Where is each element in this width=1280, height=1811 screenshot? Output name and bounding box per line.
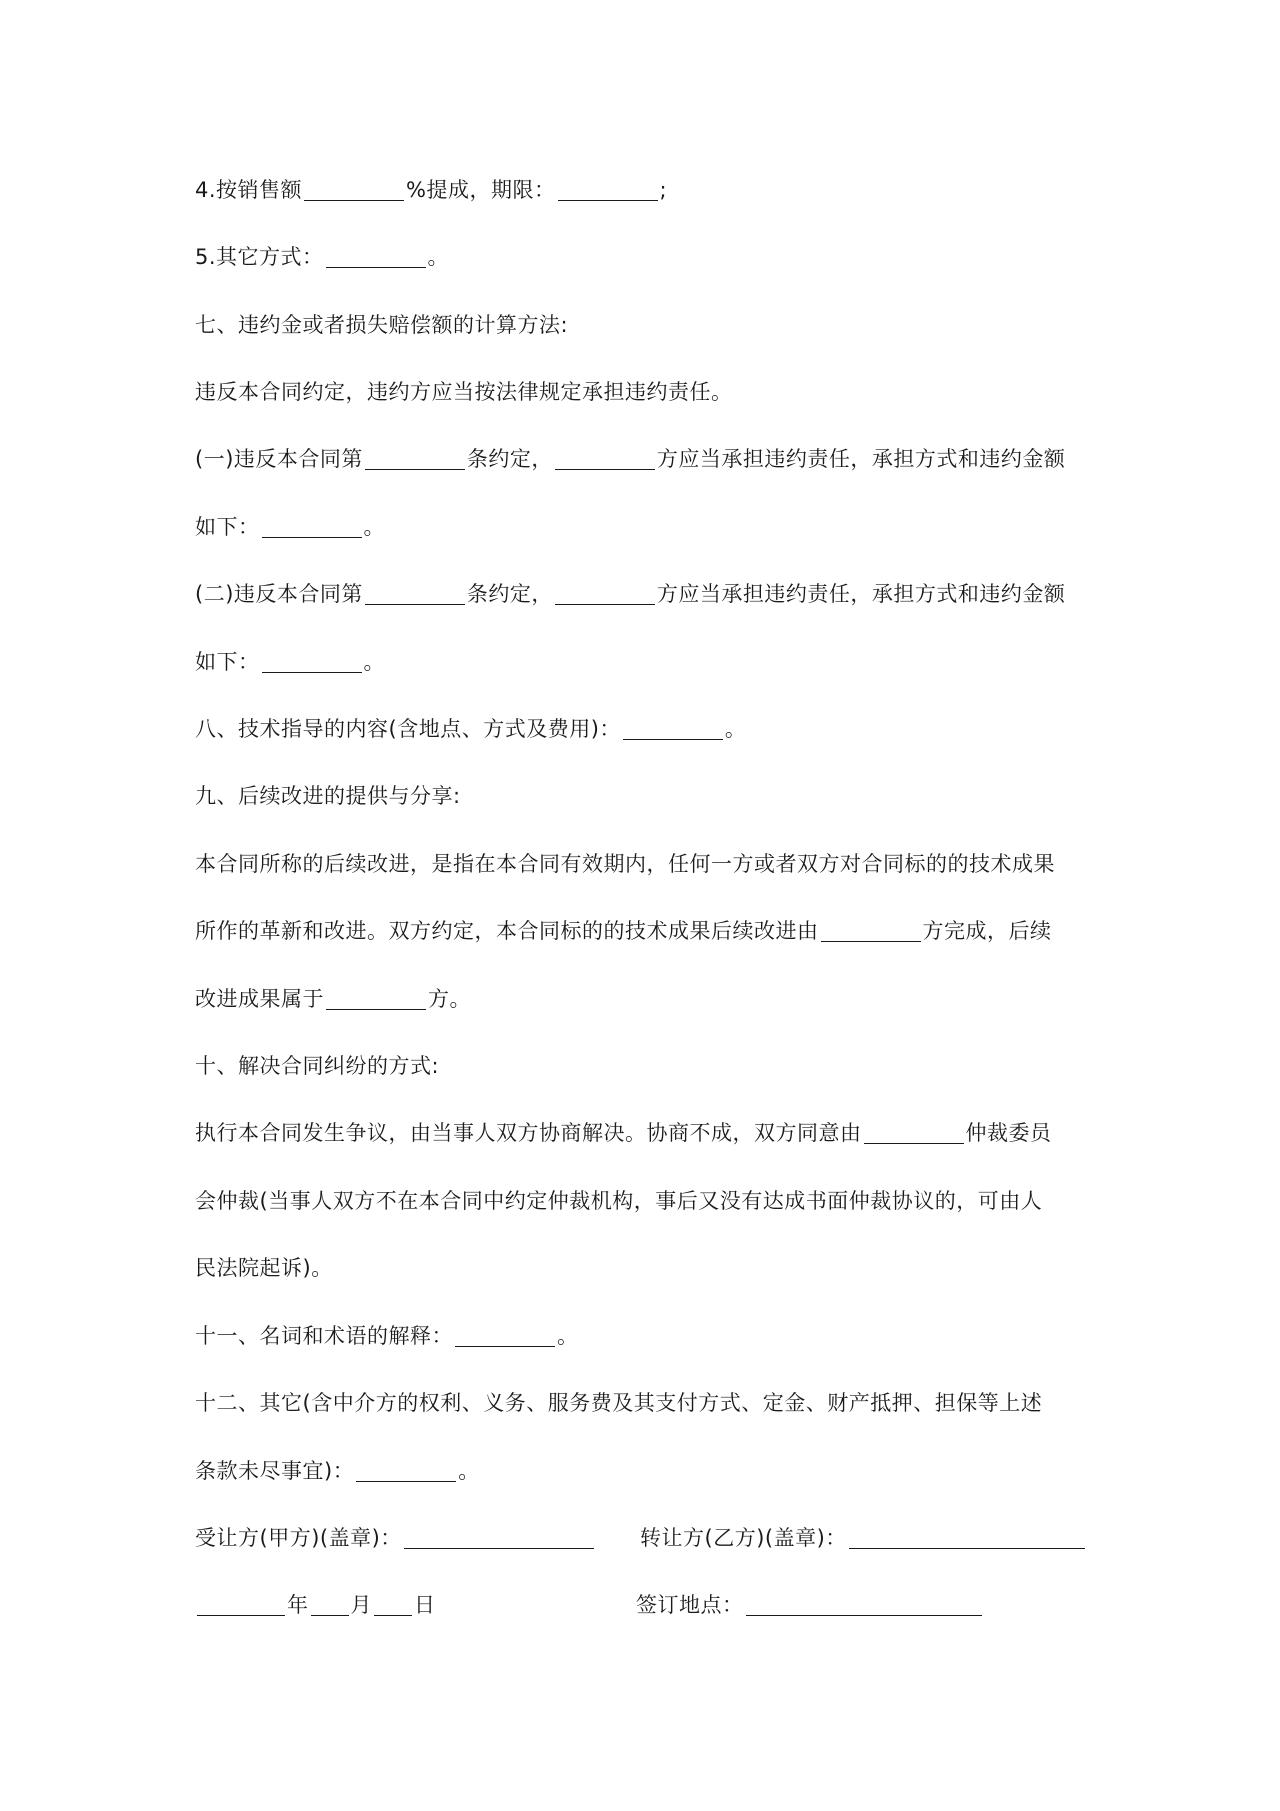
text: 违反本合同约定，违约方应当按法律规定承担违约责任。 bbox=[195, 380, 733, 404]
text: 。 bbox=[363, 650, 385, 674]
section-10-heading bbox=[195, 1051, 439, 1081]
paragraph bbox=[195, 377, 733, 407]
text: 条约定， bbox=[466, 582, 553, 606]
signing-place bbox=[636, 1590, 984, 1620]
day-label: 日 bbox=[414, 1593, 436, 1617]
section-7-heading bbox=[195, 310, 568, 340]
text: 。 bbox=[724, 717, 747, 741]
text: 。 bbox=[363, 515, 385, 539]
section-heading: 七、违约金或者损失赔偿额的计算方法: bbox=[195, 313, 569, 337]
paragraph bbox=[195, 1456, 480, 1486]
text: 。 bbox=[427, 245, 450, 269]
fill-blank[interactable] bbox=[326, 987, 426, 1010]
place-blank[interactable] bbox=[746, 1593, 982, 1616]
text: 条款未尽事宜)： bbox=[195, 1459, 355, 1483]
fill-blank[interactable] bbox=[455, 1324, 555, 1347]
text: (二)违反本合同第 bbox=[195, 582, 363, 606]
text: 仲裁委员 bbox=[965, 1121, 1052, 1145]
day-blank[interactable] bbox=[374, 1593, 412, 1616]
fill-blank[interactable] bbox=[304, 178, 404, 201]
fill-blank[interactable] bbox=[821, 919, 921, 942]
section-heading: 九、后续改进的提供与分享: bbox=[195, 784, 461, 808]
text: 改进成果属于 bbox=[195, 987, 324, 1011]
party-b-label: 转让方(乙方)(盖章)： bbox=[640, 1526, 847, 1550]
paragraph bbox=[195, 1186, 1042, 1216]
text: 。 bbox=[458, 1459, 480, 1483]
text: %提成，期限： bbox=[406, 178, 556, 202]
paragraph bbox=[195, 984, 471, 1014]
place-label: 签订地点： bbox=[636, 1593, 744, 1617]
party-b-signature-blank[interactable] bbox=[849, 1526, 1085, 1549]
text: 如下： bbox=[195, 650, 260, 674]
year-blank[interactable] bbox=[197, 1593, 285, 1616]
fill-blank[interactable] bbox=[623, 717, 723, 740]
section-heading: 十一、名词和术语的解释： bbox=[195, 1324, 453, 1348]
section-heading: 十、解决合同纠纷的方式: bbox=[195, 1054, 440, 1078]
clause-breach-2-cont bbox=[195, 647, 385, 677]
section-8 bbox=[195, 714, 746, 744]
section-heading: 八、技术指导的内容(含地点、方式及费用)： bbox=[195, 717, 621, 741]
text: 民法院起诉)。 bbox=[195, 1256, 333, 1280]
signing-date bbox=[195, 1590, 436, 1620]
text: 。 bbox=[557, 1324, 579, 1348]
text: 5.其它方式： bbox=[195, 245, 324, 269]
text: 本合同所称的后续改进，是指在本合同有效期内，任何一方或者双方对合同标的的技术成果 bbox=[195, 852, 1055, 876]
text: 所作的革新和改进。双方约定，本合同标的的技术成果后续改进由 bbox=[195, 919, 819, 943]
clause-breach-1-cont bbox=[195, 512, 385, 542]
fill-blank[interactable] bbox=[326, 245, 426, 268]
party-b-signature bbox=[640, 1523, 1087, 1553]
text: 如下： bbox=[195, 515, 260, 539]
fill-blank[interactable] bbox=[262, 650, 362, 673]
clause-5-other-method bbox=[195, 242, 449, 272]
paragraph bbox=[195, 916, 1052, 946]
text: 执行本合同发生争议，由当事人双方协商解决。协商不成，双方同意由 bbox=[195, 1121, 862, 1145]
section-12 bbox=[195, 1388, 1042, 1418]
month-label: 月 bbox=[350, 1593, 372, 1617]
section-11 bbox=[195, 1321, 579, 1351]
paragraph bbox=[195, 1253, 333, 1283]
month-blank[interactable] bbox=[311, 1593, 349, 1616]
text: 条约定， bbox=[466, 447, 553, 471]
fill-blank[interactable] bbox=[365, 447, 465, 470]
fill-blank[interactable] bbox=[356, 1459, 456, 1482]
fill-blank[interactable] bbox=[558, 178, 658, 201]
section-9-heading bbox=[195, 781, 461, 811]
clause-4-sales-commission bbox=[195, 175, 667, 205]
fill-blank[interactable] bbox=[555, 447, 655, 470]
fill-blank[interactable] bbox=[555, 582, 655, 605]
party-a-label: 受让方(甲方)(盖章)： bbox=[195, 1526, 402, 1550]
fill-blank[interactable] bbox=[262, 515, 362, 538]
party-a-signature bbox=[195, 1523, 596, 1553]
text: 方应当承担违约责任，承担方式和违约金额 bbox=[656, 582, 1066, 606]
text: 方。 bbox=[428, 987, 471, 1011]
party-a-signature-blank[interactable] bbox=[404, 1526, 594, 1549]
clause-breach-1 bbox=[195, 444, 1065, 474]
text: 会仲裁(当事人双方不在本合同中约定仲裁机构，事后又没有达成书面仲裁协议的，可由人 bbox=[195, 1189, 1043, 1213]
text: 方完成，后续 bbox=[922, 919, 1052, 943]
fill-blank[interactable] bbox=[864, 1121, 964, 1144]
clause-breach-2 bbox=[195, 579, 1065, 609]
fill-blank[interactable] bbox=[365, 582, 465, 605]
paragraph bbox=[195, 849, 1055, 879]
section-heading: 十二、其它(含中介方的权利、义务、服务费及其支付方式、定金、财产抵押、担保等上述 bbox=[195, 1391, 1043, 1415]
paragraph bbox=[195, 1118, 1052, 1148]
text: (一)违反本合同第 bbox=[195, 447, 363, 471]
text: 4.按销售额 bbox=[195, 178, 303, 202]
text: ; bbox=[659, 178, 668, 202]
text: 方应当承担违约责任，承担方式和违约金额 bbox=[656, 447, 1066, 471]
year-label: 年 bbox=[287, 1593, 309, 1617]
